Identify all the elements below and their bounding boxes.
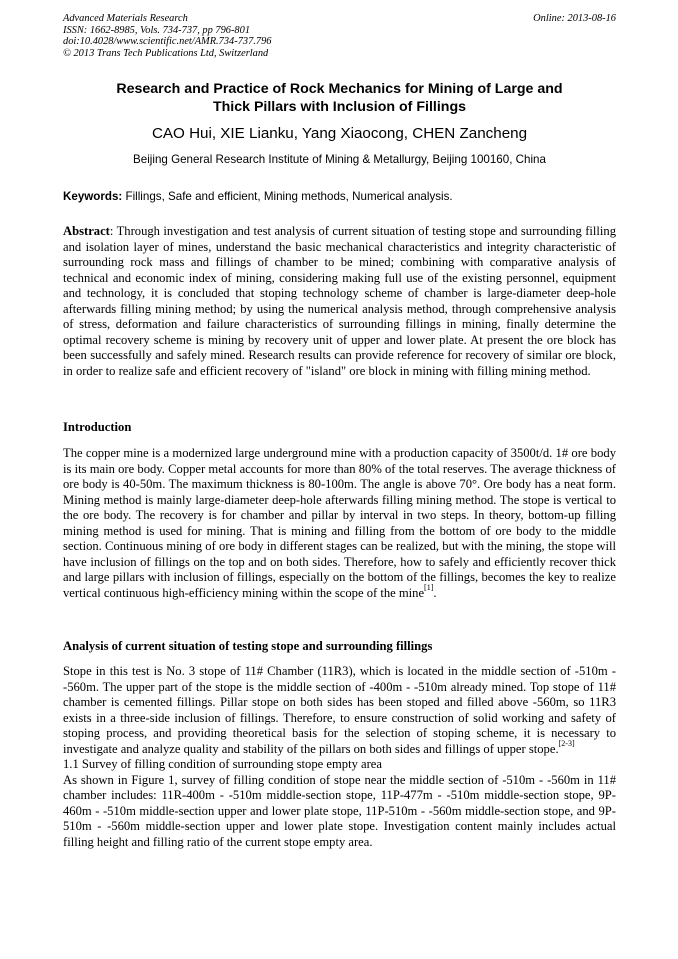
- abstract: [63, 224, 616, 379]
- abstract-label: Abstract: [63, 224, 110, 238]
- title-line-2: Thick Pillars with Inclusion of Fillings: [212, 98, 467, 115]
- analysis-paragraph-2: As shown in Figure 1, survey of filling condition of stope near the middle section of -510m - -560m in 11# chamber includes: 11R-400m - -510m middle-section stope, 11P-477m - -510m middle-section stope, 9P-460m - -510m middle-section upper and lower plate stope, 11P-510m - -560m middle-section stope, and 9P-510m - -560m middle-section upper and lower plate stope. Investigation content mainly includes actual filling height and filling ratio of the current stope empty area.: [63, 772, 616, 849]
- journal-header: [63, 13, 616, 59]
- analysis-paragraph-1: Stope in this test is No. 3 stope of 11# Chamber (11R3), which is located in the middle section of -510m - -560m. The upper part of the stope is the middle section of -400m - -510m already mined. Top stope of 11# chamber is cemented fillings. Pillar stope on both sides has been stoped and filled above -560m, so 11R3 exists in a three-side inclusion of fillings. Therefore, to ensure construction of solid working and safety of stoping process, and providing theoretical basis for the selection of stoping scheme, it is necessary to investigate and analyze quality and stability of the pillars on both sides and fillings of upper stope.: [63, 664, 616, 756]
- author-list: CAO Hui, XIE Lianku, Yang Xiaocong, CHEN Zancheng: [151, 125, 528, 142]
- keywords-label: Keywords:: [63, 190, 123, 203]
- subsection-heading: 1.1 Survey of filling condition of surrounding stope empty area: [63, 757, 382, 771]
- keywords-text: Fillings, Safe and efficient, Mining methods, Numerical analysis.: [122, 190, 453, 203]
- journal-name: Advanced Materials Research: [63, 13, 188, 24]
- introduction-text: The copper mine is a modernized large underground mine with a production capacity of 3500t/d. 1# ore body is its main ore body. Copper metal accounts for more than 80% of the total reserves. The average thickness of ore body is 40-50m. The maximum thickness is 80-100m. The angle is above 70°. Ore body has a neat form. Mining method is mainly large-diameter deep-hole afterwards filling mining method. The stope is vertical to the ore body. The recovery is for chamber and pillar by interval in two steps. In theory, bottom-up filling mining method is used for mining. That is mining and filling from the bottom of ore body to the middle section. Continuous mining of ore body in different stages can be realized, but with the mining, the stope will have inclusion of fillings on the top and on both sides. Therefore, how to safely and efficiently recover thick and large pillars with inclusion of fillings, especially on the bottom of the fillings, becomes the key to realize vertical continuous high-efficiency mining within the scope of the mine: [63, 446, 616, 600]
- online-date: Online: 2013-08-16: [533, 13, 616, 24]
- paper-title: [63, 81, 616, 116]
- citation-2-3: [2-3]: [558, 739, 575, 749]
- affiliation: Beijing General Research Institute of Mining & Metallurgy, Beijing 100160, China: [133, 153, 546, 166]
- issn-line: ISSN: 1662-8985, Vols. 734-737, pp 796-801: [63, 24, 251, 36]
- citation-1: [1]: [424, 583, 434, 593]
- title-line-1: Research and Practice of Rock Mechanics for Mining of Large and: [116, 81, 563, 97]
- analysis-heading: Analysis of current situation of testing stope and surrounding fillings: [63, 639, 433, 653]
- abstract-text: : Through investigation and test analysis of current situation of testing stope and surrounding filling and isolation layer of mines, understand the basic mechanical characteristics and integrity characteristic of surrounding rock mass and fillings of chamber to be mined; combining with comparative analysis of technical and economic index of mining, considering making full use of the existing personnel, equipment and technology, it is concluded that stoping technology scheme of chamber is large-diameter deep-hole afterwards filling mining method; by using the numerical analysis method, through comprehensive analysis of stress, deformation and failure characteristics of surrounding fillings in mining, finally determine the optimal recovery scheme is mining by recovery unit of upper and lower plate. At present the ore block has been successfully and safely mined. Research results can provide reference for recovery of similar ore block, in order to realize safe and efficient recovery of "island" ore block in mining with filling mining method.: [63, 224, 616, 378]
- introduction-heading: Introduction: [63, 420, 132, 434]
- introduction-end: .: [433, 585, 437, 600]
- introduction-paragraph: [63, 446, 616, 601]
- copyright-line: © 2013 Trans Tech Publications Ltd, Switzerland: [63, 47, 269, 59]
- keywords: [63, 189, 623, 204]
- doi-line: doi:10.4028/www.scientific.net/AMR.734-737.796: [63, 36, 272, 48]
- analysis-section: [63, 664, 616, 850]
